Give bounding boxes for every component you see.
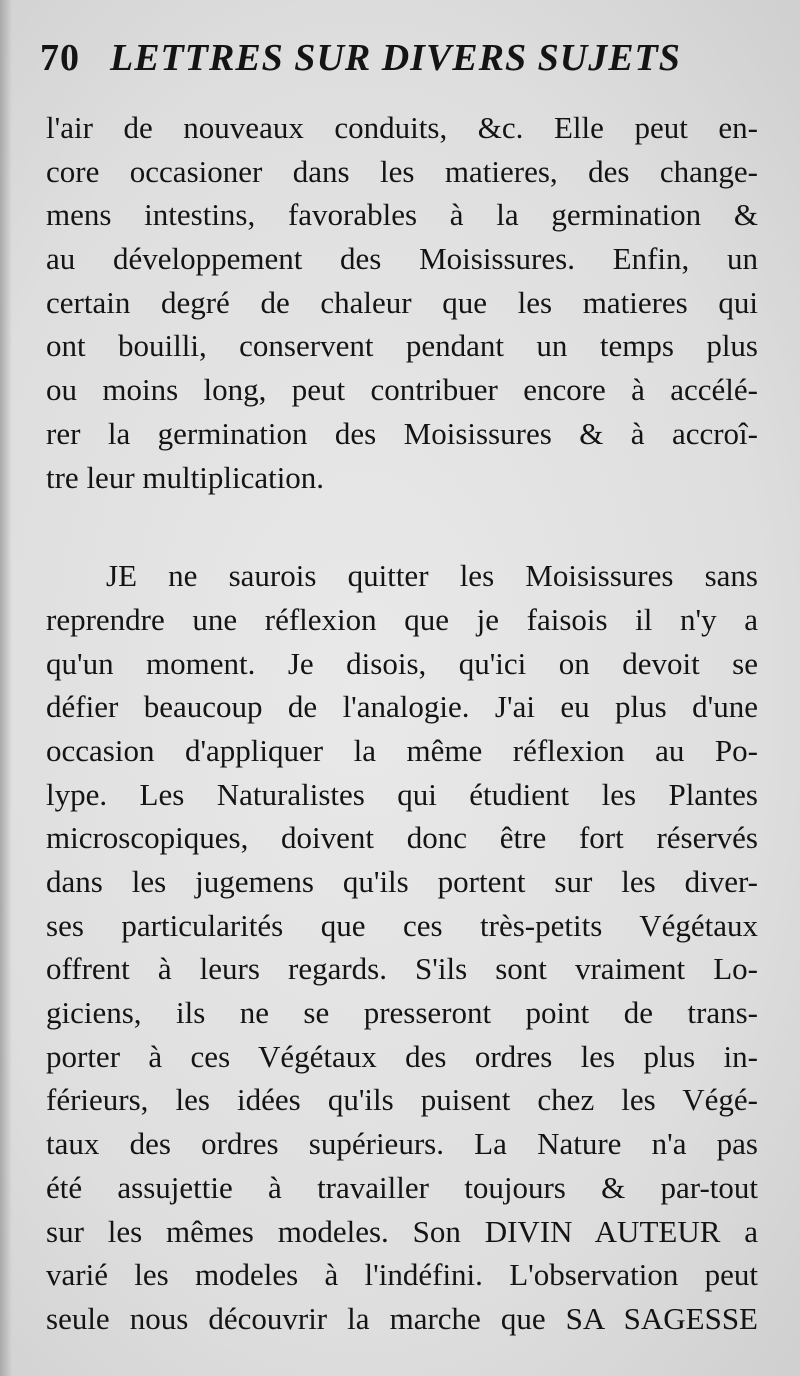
running-header bbox=[40, 36, 760, 96]
text-line: microscopiques, doivent donc être fort réservés bbox=[46, 820, 758, 856]
text-line: dans les jugemens qu'ils portent sur les diver- bbox=[46, 864, 758, 899]
page-number: 70 bbox=[40, 37, 80, 79]
text-line: varié les modeles à l'indéfini. L'observation peut bbox=[46, 1257, 758, 1293]
text-line: sur les mêmes modeles. Son DIVIN AUTEUR a bbox=[46, 1213, 758, 1249]
text-line: core occasioner dans les matieres, des change- bbox=[46, 153, 758, 189]
text-line: porter à ces Végétaux des ordres les plus in- bbox=[46, 1038, 758, 1074]
text-line: taux des ordres supérieurs. La Nature n'a pas bbox=[46, 1126, 758, 1162]
text-line: mens intestins, favorables à la germination & bbox=[46, 197, 758, 233]
text-line: rer la germination des Moisissures & à accroî- bbox=[46, 415, 758, 451]
text-line: tre leur multiplication. bbox=[46, 459, 325, 495]
text-line: lype. Les Naturalistes qui étudient les Plantes bbox=[46, 776, 758, 812]
text-line: l'air de nouveaux conduits, &c. Elle peut en- bbox=[46, 110, 758, 145]
text-line: au développement des Moisissures. Enfin, un bbox=[46, 241, 758, 277]
text-line: offrent à leurs regards. S'ils sont vraiment Lo- bbox=[46, 951, 758, 987]
text-line: JE ne saurois quitter les Moisissures sans bbox=[106, 558, 758, 594]
text-line: certain degré de chaleur que les matieres qui bbox=[46, 284, 758, 320]
text-line: ses particularités que ces très-petits Végétaux bbox=[46, 907, 758, 943]
text-line: reprendre une réflexion que je faisois il n'y a bbox=[46, 601, 758, 637]
text-line: seule nous découvrir la marche que SA SAGESSE bbox=[46, 1300, 758, 1336]
text-line: ou moins long, peut contribuer encore à accélé- bbox=[46, 372, 758, 408]
text-line: giciens, ils ne se presseront point de trans- bbox=[46, 995, 758, 1031]
body-text bbox=[46, 106, 758, 1341]
paragraph-2 bbox=[46, 554, 758, 1340]
running-title: LETTRES SUR DIVERS SUJETS bbox=[110, 37, 681, 79]
text-line: occasion d'appliquer la même réflexion au Po- bbox=[46, 732, 758, 768]
text-line: férieurs, les idées qu'ils puisent chez les Végé- bbox=[46, 1082, 758, 1118]
paragraph-gap bbox=[46, 499, 758, 554]
text-line: été assujettie à travailler toujours & par-tout bbox=[46, 1169, 758, 1205]
text-line: qu'un moment. Je disois, qu'ici on devoit se bbox=[46, 645, 758, 681]
page-edge-shadow bbox=[0, 0, 12, 1376]
paragraph-1 bbox=[46, 106, 758, 499]
text-line: défier beaucoup de l'analogie. J'ai eu plus d'une bbox=[46, 689, 758, 725]
text-line: ont bouilli, conservent pendant un temps plus bbox=[46, 328, 758, 364]
